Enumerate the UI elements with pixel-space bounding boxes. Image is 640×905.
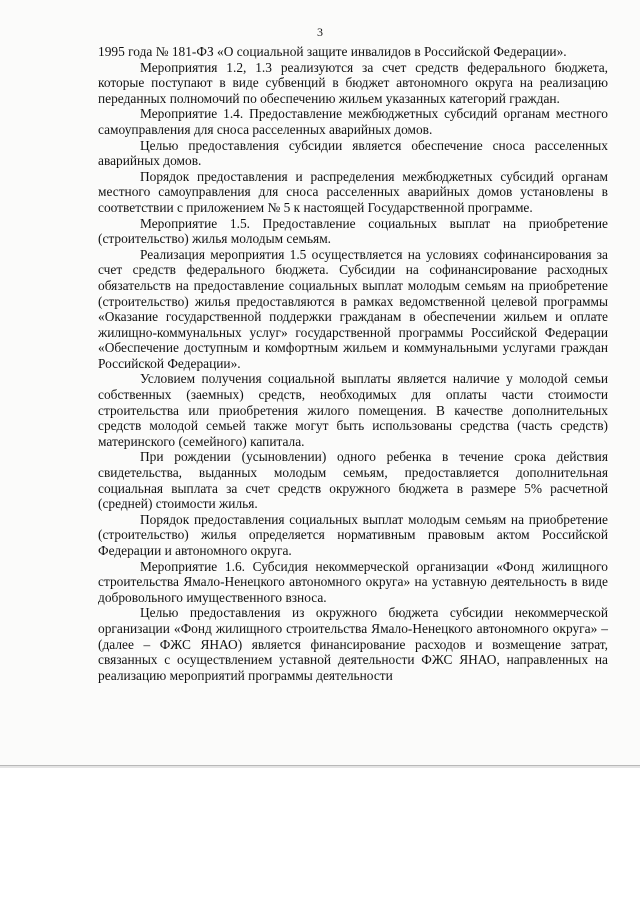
paragraph-continuation: 1995 года № 181-ФЗ «О социальной защите инвалидов в Российской Федерации». [98, 44, 567, 59]
paragraph-additional-payment: При рождении (усыновлении) одного ребенка в течение срока действия свидетельства, выданных молодым семьям, предоставляется дополнительная социальная выплата за счет средств окружного бюджета в размере 5% расчетной (средней) стоимости жилья. [98, 449, 608, 512]
paragraph-measure-1-6: Мероприятие 1.6. Субсидия некоммерческой организации «Фонд жилищного строительства Ямало-Ненецкого автономного округа» на уставную деятельность в виде добровольного имущественного взноса. [98, 558, 608, 605]
page-number: 3 [317, 25, 323, 39]
paragraph-fund-subsidy-goal: Целью предоставления из окружного бюджета субсидии некоммерческой организации «Фонд жилищного строительства Ямало-Ненецкого автономного округа» – (далее – ФЖС ЯНАО) является финансирование расходов и возмещение затрат, связанных с осуществлением уставной деятельности ФЖС ЯНАО, направленных на реализацию мероприятий программы деятельности [98, 605, 608, 683]
document-body [98, 44, 608, 683]
paragraph-subsidy-goal: Целью предоставления субсидии является обеспечение сноса расселенных аварийных домов. [98, 137, 608, 169]
paragraph-subsidy-procedure: Порядок предоставления и распределения межбюджетных субсидий органам местного самоуправления для сноса расселенных аварийных домов установлены в соответствии с приложением № 5 к настоящей Государственной программе. [98, 168, 608, 215]
paragraph-measure-1-5-implementation: Реализация мероприятия 1.5 осуществляется на условиях софинансирования за счет средств федерального бюджета. Субсидии на софинансирование расходных обязательств на предоставление социальных выплат молодым семьям на приобретение (строительство) жилья предоставляются в рамках ведомственной целевой программы «Оказание государственной поддержки гражданам в обеспечении жильем и оплате жилищно-коммунальных услуг» государственной программы Российской Федерации «Обеспечение доступным и комфортным жильем и коммунальными услугами граждан Российской Федерации». [98, 246, 608, 371]
paragraph-measure-1-4: Мероприятие 1.4. Предоставление межбюджетных субсидий органам местного самоуправления для сноса расселенных аварийных домов. [98, 106, 608, 137]
paragraph-payment-condition: Условием получения социальной выплаты является наличие у молодой семьи собственных (заемных) средств, необходимых для оплаты части стоимости строительства или приобретения жилого помещения. В качестве дополнительных средств молодой семьей также могут быть использованы средства (часть средств) материнского (семейного) капитала. [98, 371, 608, 449]
paragraph-measures-1-2-1-3: Мероприятия 1.2, 1.3 реализуются за счет средств федерального бюджета, которые поступают в виде субвенций в бюджет автономного округа на реализацию переданных полномочий по обеспечению жильем указанных категорий граждан. [98, 59, 608, 106]
paragraph-measure-1-5: Мероприятие 1.5. Предоставление социальных выплат на приобретение (строительство) жилья молодым семьям. [98, 215, 608, 247]
paragraph-payment-procedure: Порядок предоставления социальных выплат молодым семьям на приобретение (строительство) жилья определяется нормативным правовым актом Российской Федерации и автономного округа. [98, 511, 608, 558]
